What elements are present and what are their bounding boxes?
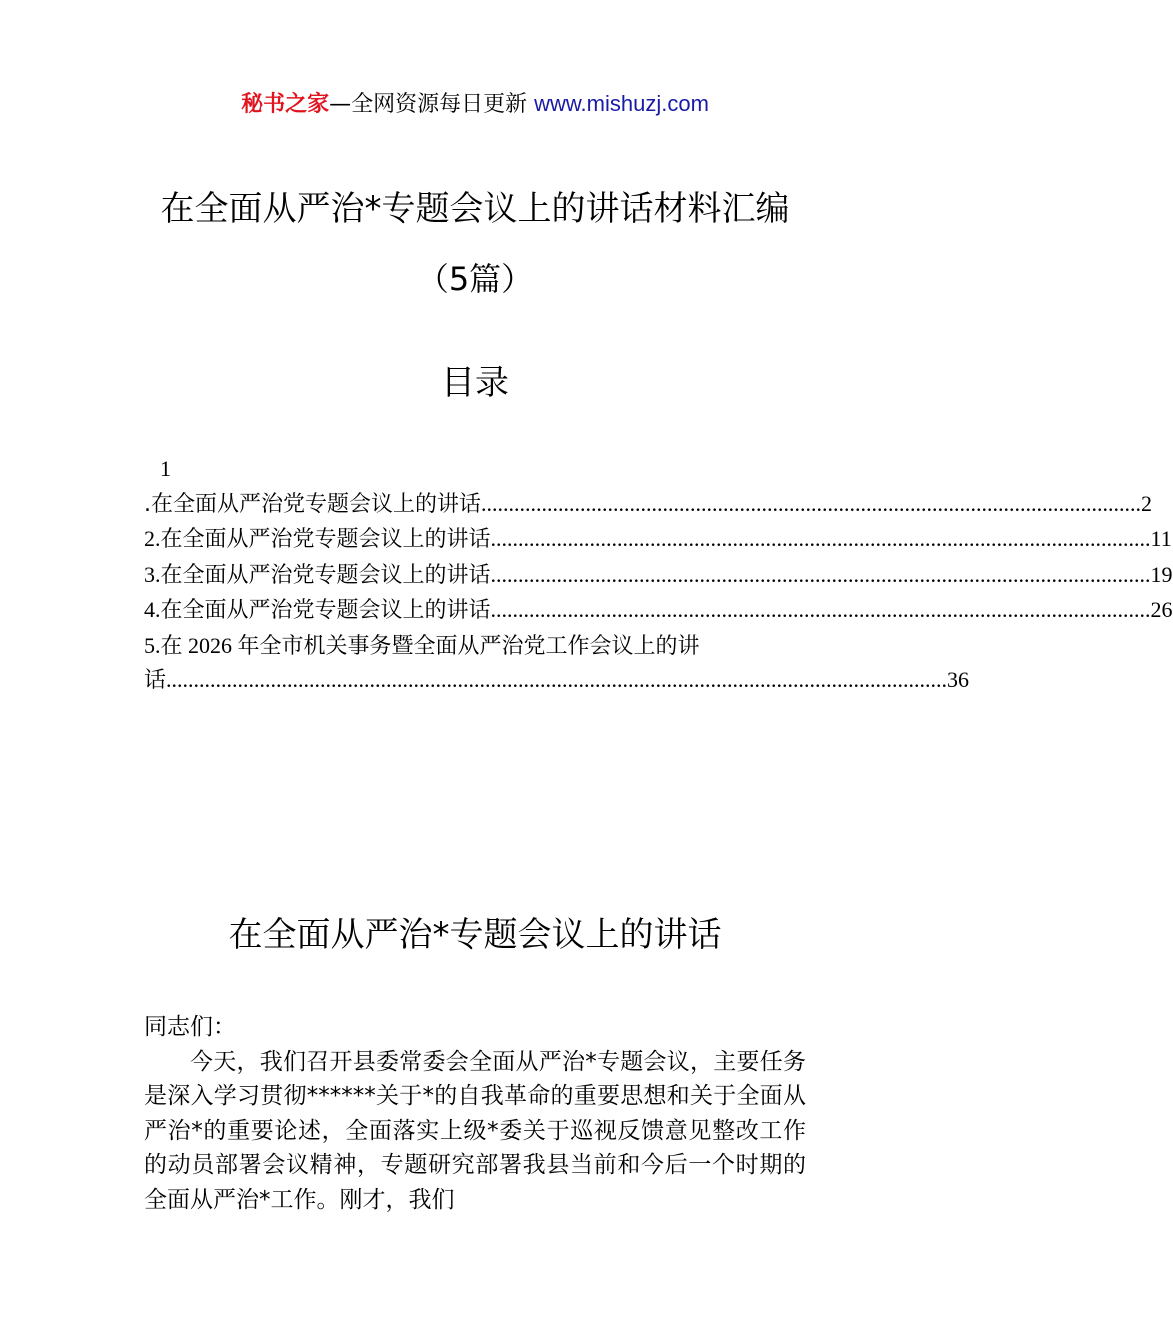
site-header <box>0 88 950 121</box>
toc-item-1[interactable] <box>144 487 1152 523</box>
toc-item-2-number: 2. <box>144 526 161 551</box>
toc-leader-dots: .............................................................................................................................................. <box>166 667 948 692</box>
toc-leader-dots: ........................................................................................................................ <box>490 597 1151 622</box>
toc-item-4-number: 4. <box>144 597 161 622</box>
document-title: 在全面从严治*专题会议上的讲话材料汇编 <box>160 189 790 229</box>
toc-item-3-page: 19 <box>1150 561 1173 587</box>
toc-heading: 目录 <box>441 363 509 403</box>
toc-item-3-title: 在全面从严治党专题会议上的讲话 <box>160 562 491 588</box>
toc-item-5-title-a: 在 <box>160 632 189 658</box>
toc-item-5-number: 5. <box>144 632 161 658</box>
speech-body <box>144 1010 806 1217</box>
toc-item-4-title: 在全面从严治党专题会议上的讲话 <box>160 598 491 623</box>
toc-item-4-page: 26 <box>1150 597 1173 622</box>
toc-item-2-page: 11 <box>1150 526 1172 551</box>
toc-item-5-continued[interactable] <box>144 663 970 699</box>
header-tagline: —全网资源每日更新 <box>329 92 535 117</box>
toc-item-2[interactable] <box>144 522 1172 558</box>
section-title: 在全面从严治*专题会议上的讲话 <box>228 915 722 955</box>
toc-item-1-page: 2 <box>1141 490 1152 516</box>
salutation: 同志们： <box>144 1014 236 1040</box>
toc-item-1-number: 1 <box>160 456 171 481</box>
toc-item-5-year: 2026 <box>188 632 233 658</box>
toc-item-5-title-c: 话 <box>144 668 167 693</box>
toc-item-3[interactable] <box>144 558 1173 594</box>
toc-item-2-title: 在全面从严治党专题会议上的讲话 <box>160 527 491 552</box>
toc-item-5-title-b: 年全市机关事务暨全面从严治党工作会议上的讲 <box>232 632 700 658</box>
body-paragraph: 今天，我们召开县委常委会全面从严治*专题会议，主要任务是深入学习贯彻******关于*的自我革命的重要思想和关于全面从严治*的重要论述，全面落实上级*委关于巡视反馈意见整改工作的动员部署会议精神，专题研究部署我县当前和今后一个时期的全面从严治*工作。刚才，我们 <box>144 1048 806 1213</box>
toc-item-5-page: 36 <box>947 667 970 692</box>
toc-leader-dots: ........................................................................................................................ <box>481 490 1141 516</box>
brand-name: 秘书之家 <box>241 92 330 117</box>
toc-item-5[interactable] <box>144 629 806 664</box>
site-url[interactable]: www.mishuzj.com <box>534 91 709 116</box>
toc-leader-dots: ........................................................................................................................ <box>490 561 1151 587</box>
toc-item-4[interactable] <box>144 593 1173 629</box>
toc-leader-dots: ........................................................................................................................ <box>490 526 1151 551</box>
document-subtitle: （5篇） <box>416 260 534 298</box>
toc-item-1-title: .在全面从严治党专题会议上的讲话 <box>144 491 481 517</box>
table-of-contents <box>144 452 1173 699</box>
toc-item-3-number: 3. <box>144 561 161 587</box>
